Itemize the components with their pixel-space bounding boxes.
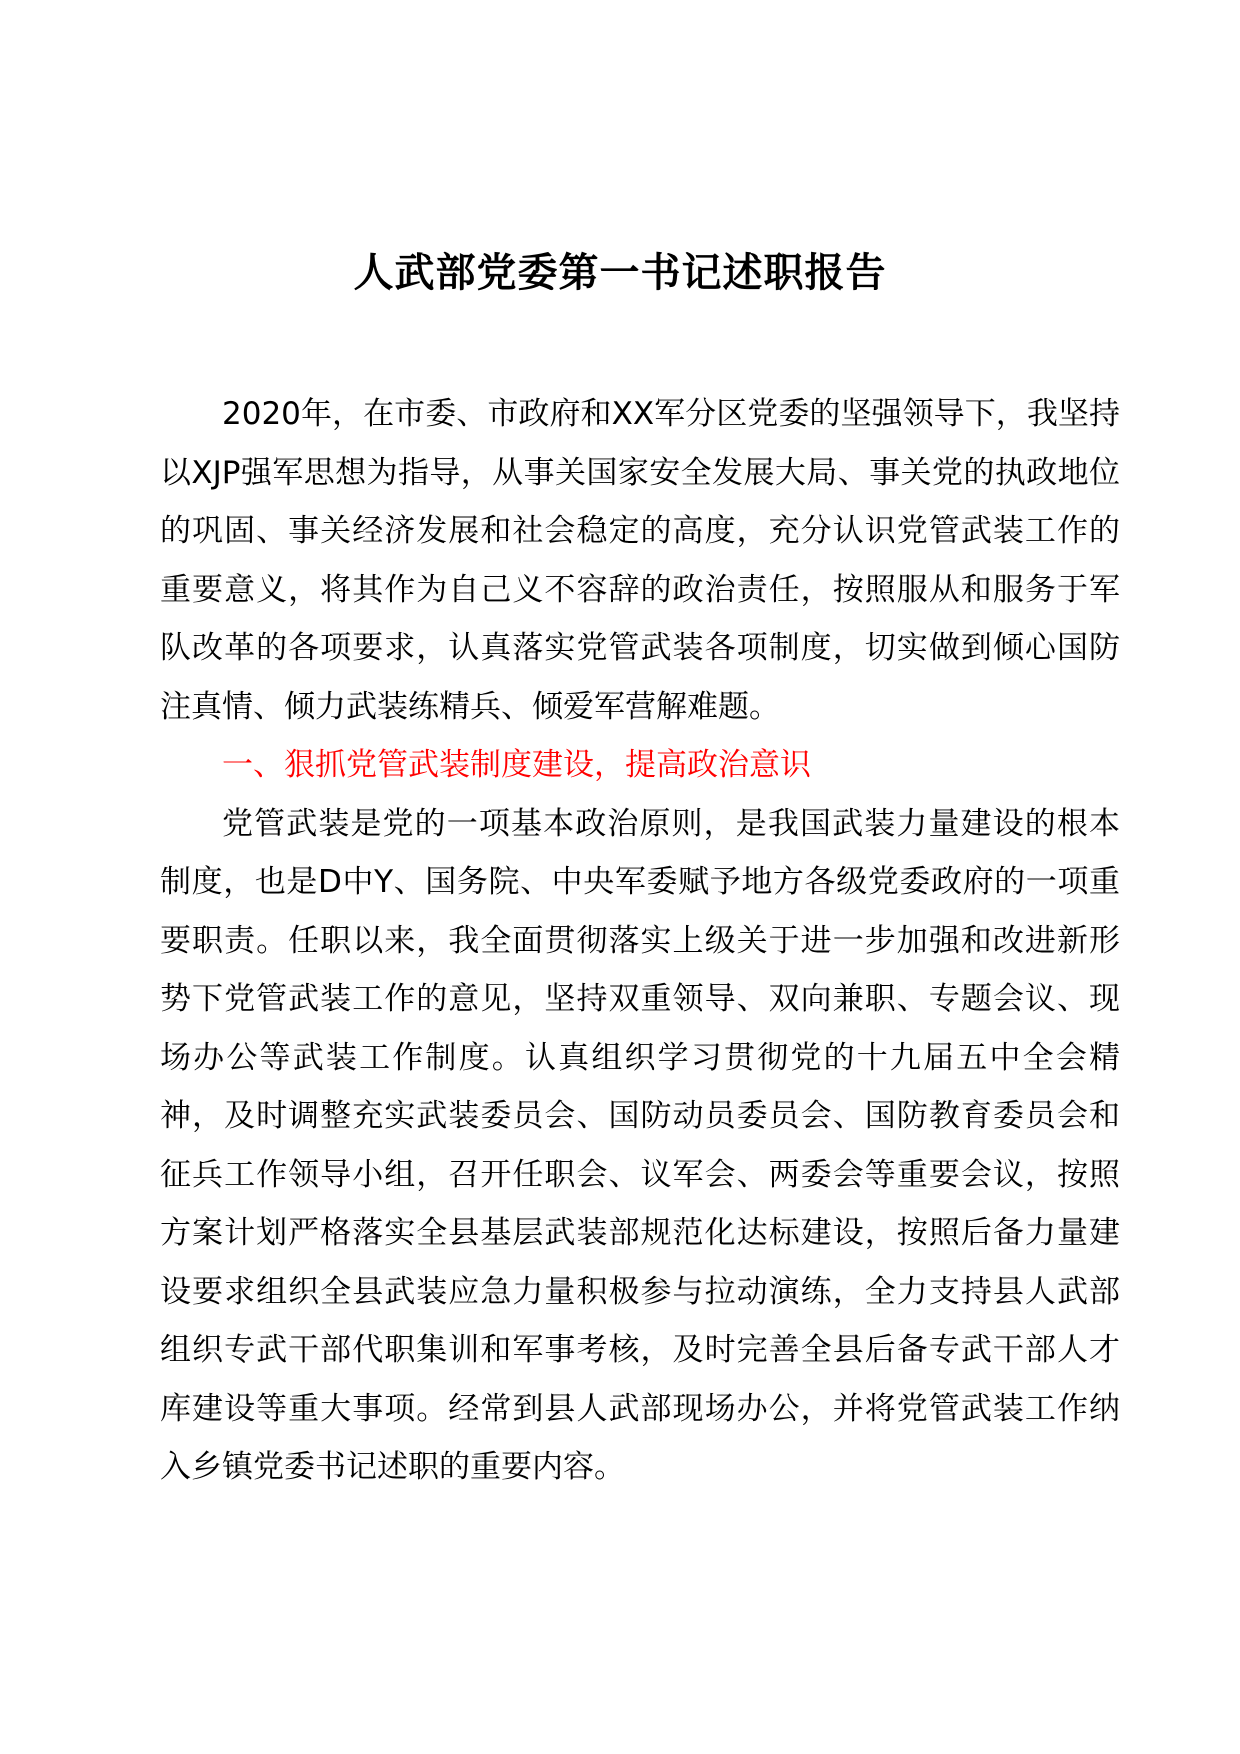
document-body — [160, 385, 1120, 1497]
section-heading-1: 一、狠抓党管武装制度建设，提高政治意识 — [222, 747, 811, 783]
intro-paragraph: 2020年，在市委、市政府和XX军分区党委的坚强领导下，我坚持以XJP强军思想为指导，从事关国家安全发展大局、事关党的执政地位的巩固、事关经济发展和社会稳定的高度，充分认识党管武装工作的重要意义，将其作为自己义不容辞的政治责任，按照服从和服务于军队改革的各项要求，认真落实党管武装各项制度，切实做到倾心国防注真情、倾力武装练精兵、倾爱军营解难题。 — [160, 396, 1120, 725]
section-1-paragraph: 党管武装是党的一项基本政治原则，是我国武装力量建设的根本制度，也是D中Y、国务院、中央军委赋予地方各级党委政府的一项重要职责。任职以来，我全面贯彻落实上级关于进一步加强和改进新形势下党管武装工作的意见，坚持双重领导、双向兼职、专题会议、现场办公等武装工作制度。认真组织学习贯彻党的十九届五中全会精神，及时调整充实武装委员会、国防动员委员会、国防教育委员会和征兵工作领导小组，召开任职会、议军会、两委会等重要会议，按照方案计划严格落实全县基层武装部规范化达标建设，按照后备力量建设要求组织全县武装应急力量积极参与拉动演练，全力支持县人武部组织专武干部代职集训和军事考核，及时完善全县后备专武干部人才库建设等重大事项。经常到县人武部现场办公，并将党管武装工作纳入乡镇党委书记述职的重要内容。 — [160, 805, 1120, 1485]
document-title: 人武部党委第一书记述职报告 — [353, 250, 887, 296]
